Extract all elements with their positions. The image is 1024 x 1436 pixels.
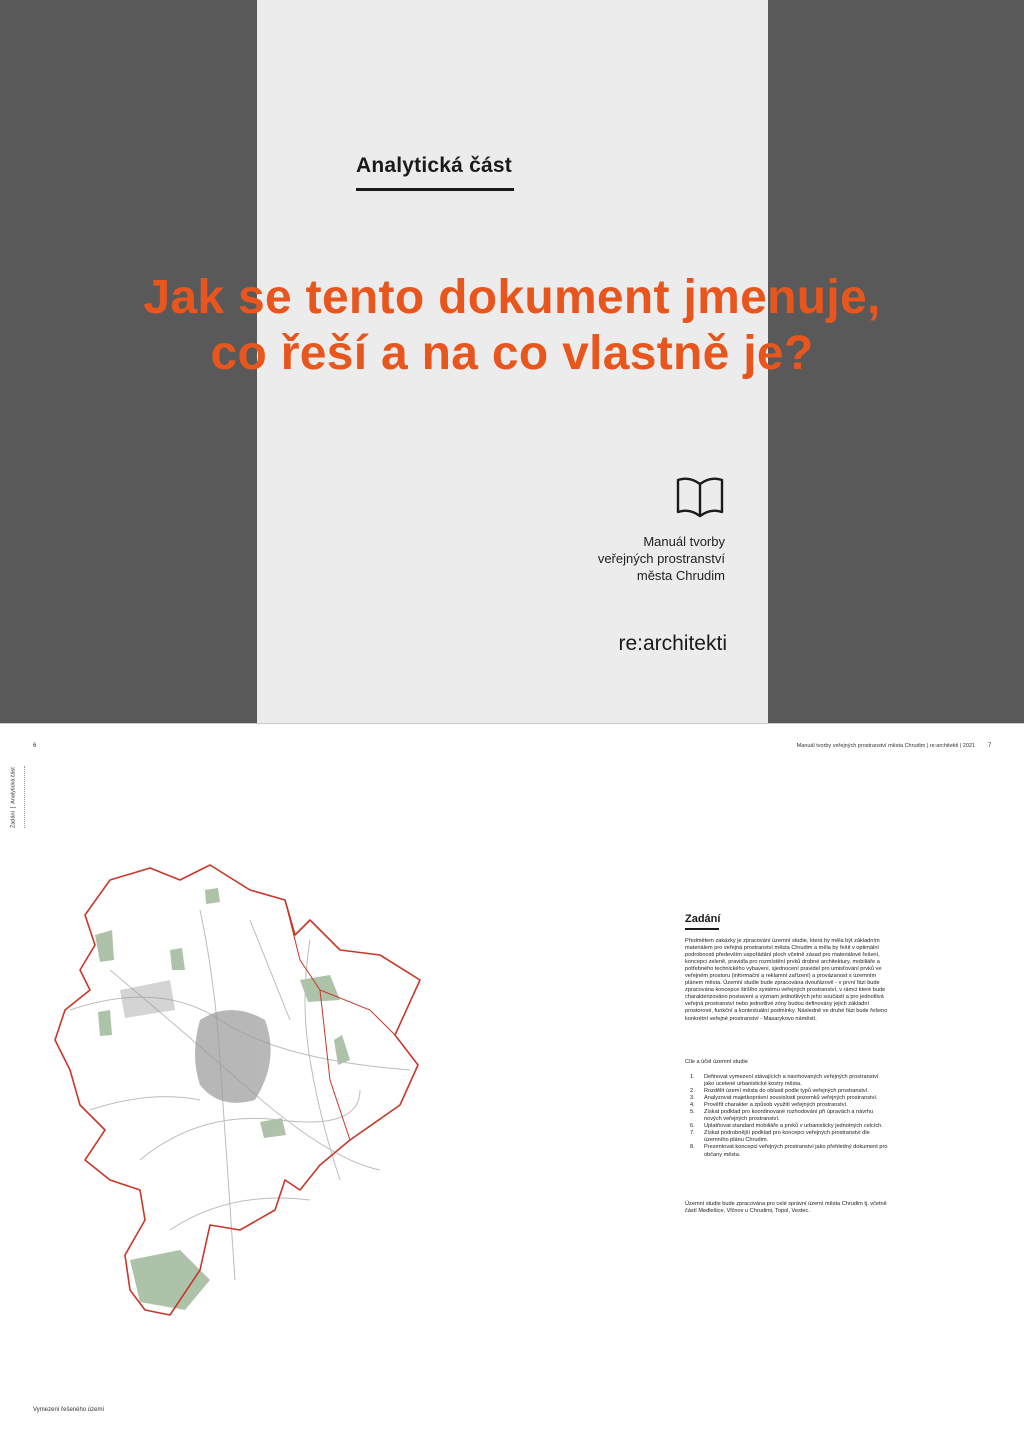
map-built-up-area (120, 980, 271, 1103)
section-tab-part: Analytická část (10, 767, 17, 804)
zadani-paragraph: Předmětem zakázky je zpracování územní studie, která by měla být základním materiálem pro veřejná prostranství města Chrudim a měla by řešit v optimální podrobnosti především uspořádání ploch včetně zásad pro materiálové řešení, koncepci zeleně, pravidla pro rozmístění prvků drobné architektury, mobiliáře a potřebného technického vybavení, sjednocení pravidel pro umisťování prvků ve veřejném prostoru (informační a reklamní zařízení) a provázanost s územním plánem města. Územní studie bude zpracována dvoufázově - v první fázi bude zpracována koncepce širšího systému veřejných prostranství, v rámci které bude charakterizováno postavení a význam jednotlivých jeho součástí a pro jednotlivá veřejná prostranství nebo jednotlivé zóny budou definovány jejich základní prostorové, funkční a kontextuální podmínky. Následně ve druhé fázi bude řešeno konkrétní veřejné prostranství - Masarykovo náměstí. (685, 938, 888, 1022)
manual-title-line-1: Manuál tvorby (643, 534, 725, 549)
list-item: 2. Rozdělit území města do oblastí podle typů veřejných prostranství. (690, 1088, 869, 1095)
cover-title-line-2: co řeší a na co vlastně je? (210, 327, 814, 380)
section-tab (10, 767, 16, 828)
goals-heading: Cíle a účel územní studie (685, 1059, 748, 1065)
list-item: 1. Definovat vymezení stávajících a navrhovaných veřejných prostranství jako ucelené urbanistické kostry města. (690, 1074, 879, 1088)
manual-title (560, 533, 725, 584)
section-heading: Analytická část (356, 154, 512, 177)
list-item: 8. Prezentovat koncepci veřejných prostranství jako přehledný dokument pro občany města. (690, 1144, 888, 1158)
page-number-right: 7 (988, 743, 992, 749)
section-heading-underline (356, 188, 514, 191)
goals-list (690, 1074, 890, 1159)
cover-title (62, 270, 962, 382)
section-tab-separator (10, 807, 16, 808)
brand-logo-text: re:architekti (618, 632, 727, 655)
spread-divider (0, 723, 1024, 724)
list-item: 6. Uplatňovat standard mobiliáře a prvků v urbanisticky jednotných celcích. (690, 1123, 883, 1130)
page-number-left: 6 (33, 743, 37, 749)
running-header: Manuál tvorby veřejných prostranství města Chrudim | re:architekti | 2021 (796, 743, 975, 749)
list-item: 3. Analyzovat majetkoprávní souvislosti pozemků veřejných prostranství. (690, 1095, 878, 1102)
zadani-heading-underline (685, 928, 719, 930)
zadani-heading: Zadání (685, 913, 721, 925)
open-book-icon (675, 472, 725, 524)
list-item: 4. Prověřit charakter a způsob využití veřejných prostranství. (690, 1102, 848, 1109)
cover-title-line-1: Jak se tento dokument jmenuje, (143, 271, 881, 324)
list-item: 7. Získat podrobnější podklad pro koncepci veřejných prostranství dle územního plánu Chrudim. (690, 1130, 870, 1144)
section-tab-section: Zadání (10, 810, 17, 828)
closing-paragraph: Územní studie bude zpracována pro celé správní území města Chrudim tj. včetně částí Medlešice, Vlčnov u Chrudimi, Topol, Vestec. (685, 1201, 887, 1215)
map-caption: Vymezení řešeného území (33, 1407, 105, 1413)
manual-title-line-3: města Chrudim (636, 568, 725, 583)
section-tab-divider (24, 766, 25, 828)
manual-title-line-2: veřejných prostranství (597, 551, 725, 566)
list-item: 5. Získat podklad pro koordinované rozhodování při úpravách a návrhu nových veřejných prostranství. (690, 1109, 874, 1123)
territory-map (50, 860, 440, 1320)
